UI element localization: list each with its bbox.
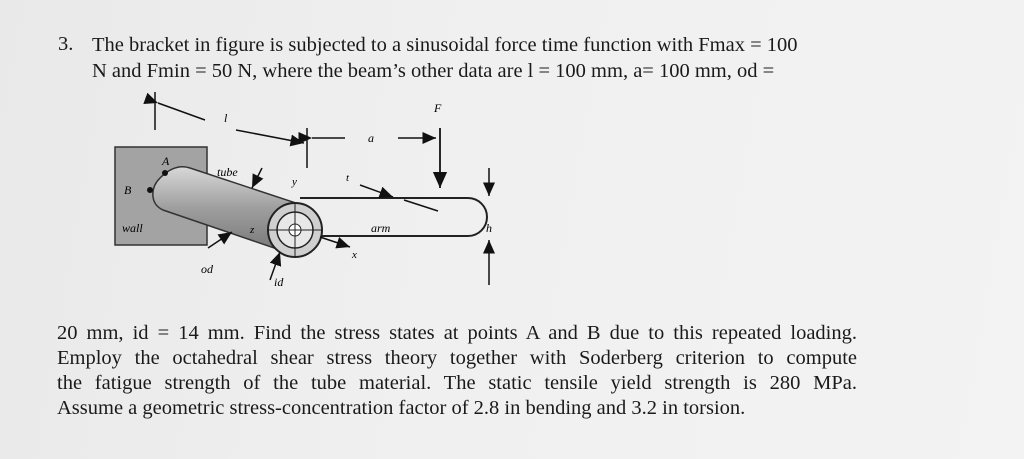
problem-body-line-1: 20 mm, id = 14 mm. Find the stress states at points A and B due to this repeated loading. xyxy=(57,322,857,344)
label-x: x xyxy=(352,249,357,261)
point-a xyxy=(162,170,168,176)
label-z: z xyxy=(250,224,255,236)
problem-body-line-2: Employ the octahedral shear stress theory together with Soderberg criterion to compute xyxy=(57,347,857,369)
problem-number: 3. xyxy=(58,33,74,55)
label-point-a: A xyxy=(162,154,170,168)
point-b xyxy=(147,187,153,193)
problem-intro-line-1: The bracket in figure is subjected to a sinusoidal force time function with Fmax = 100 xyxy=(92,34,798,56)
label-a: a xyxy=(368,131,374,145)
problem-body-line-3: the fatigue strength of the tube material. The static tensile yield strength is 280 MPa. xyxy=(57,372,857,394)
arm xyxy=(300,198,487,236)
label-l: l xyxy=(224,111,228,125)
label-tube: tube xyxy=(217,165,238,179)
label-od: od xyxy=(201,262,213,276)
label-h: h xyxy=(486,221,492,235)
label-point-b: B xyxy=(124,183,132,197)
label-wall: wall xyxy=(122,221,143,235)
label-y: y xyxy=(292,176,297,188)
label-f: F xyxy=(434,101,442,115)
problem-body-line-4: Assume a geometric stress-concentration factor of 2.8 in bending and 3.2 in torsion. xyxy=(57,397,746,419)
problem-intro-line-2: N and Fmin = 50 N, where the beam’s other data are l = 100 mm, a= 100 mm, od = xyxy=(92,60,775,82)
label-arm: arm xyxy=(371,221,391,235)
label-t: t xyxy=(346,172,350,184)
label-id: id xyxy=(274,275,284,289)
